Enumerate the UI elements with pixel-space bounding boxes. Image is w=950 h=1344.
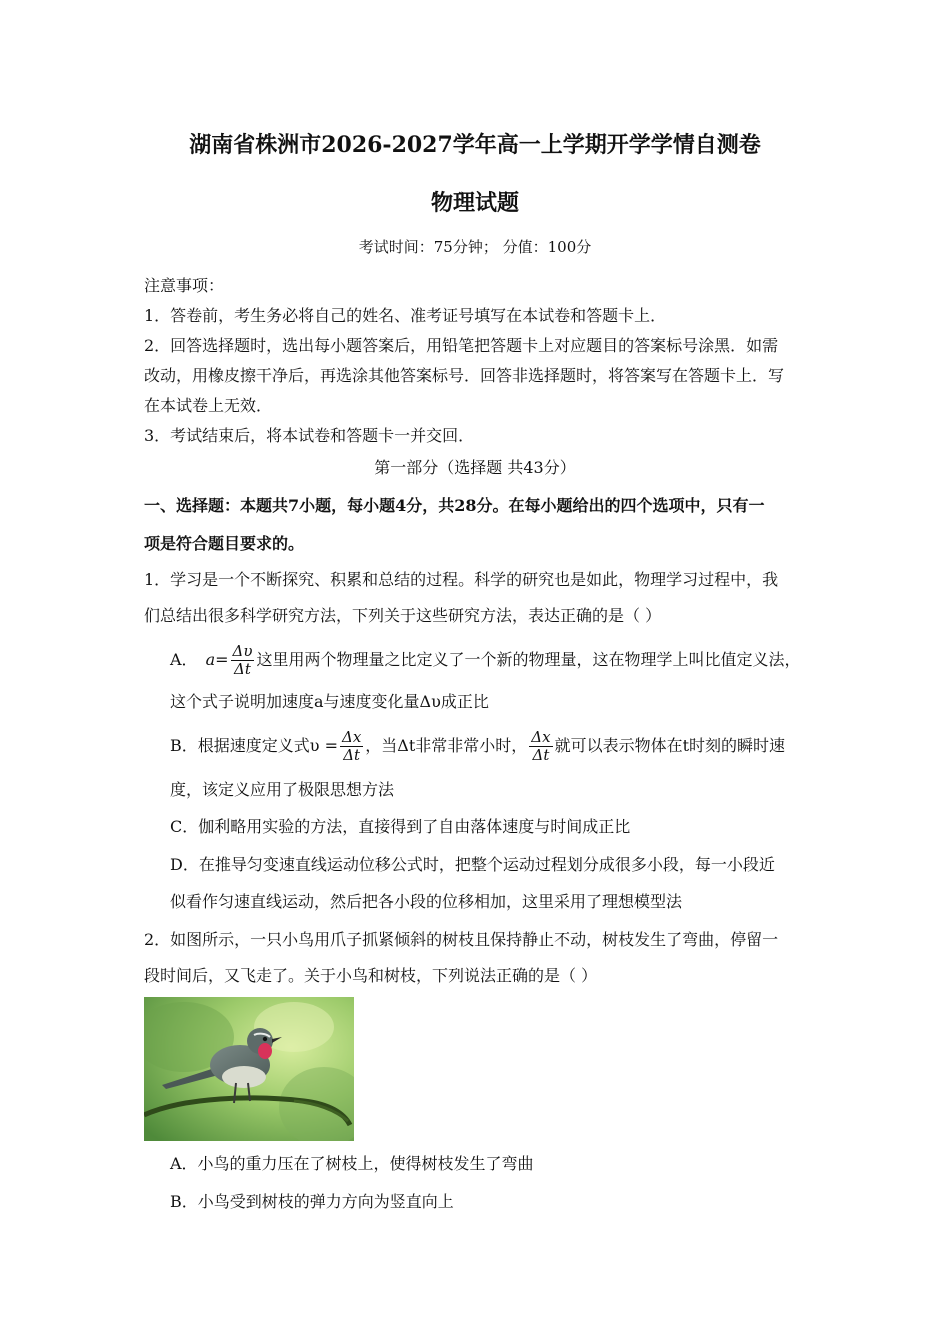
q1-option-d-line-2: 似看作匀速直线运动，然后把各小段的位移相加，这里采用了理想模型法	[170, 892, 683, 911]
bird-on-branch-photo	[144, 997, 354, 1141]
q1-option-a-numerator: Δυ	[232, 641, 253, 660]
notice-item-1: 1．答卷前，考生务必将自己的姓名、准考证号填写在本试卷和答题卡上．	[144, 306, 667, 325]
exam-info: 考试时间：75分钟； 分值：100分	[358, 238, 592, 256]
notice-item-2-line-3: 在本试卷上无效．	[144, 396, 273, 415]
q1-stem-line-1: 1．学习是一个不断探究、积累和总结的过程。科学的研究也是如此，物理学习过程中，我	[144, 570, 779, 589]
q1-option-b-denominator-1: Δt	[343, 745, 361, 764]
q1-option-a-line-2: 这个式子说明加速度a与速度变化量Δυ成正比	[170, 692, 489, 711]
q1-option-a-denominator: Δt	[234, 659, 251, 678]
q1-option-a	[170, 640, 800, 680]
q1-option-b-mid: ，当Δt非常非常小时，	[365, 736, 528, 755]
q1-option-a-label: A．	[170, 650, 198, 669]
q2-stem-line-2: 段时间后，又飞走了。关于小鸟和树枝，下列说法正确的是（ ）	[144, 966, 598, 985]
section-intro-line-1: 一、选择题：本题共7小题，每小题4分，共28分。在每小题给出的四个选项中，只有一	[144, 496, 765, 515]
q1-stem-line-2: 们总结出很多科学研究方法，下列关于这些研究方法，表达正确的是（ ）	[144, 606, 662, 625]
q1-option-d-line-1: D．在推导匀变速直线运动位移公式时，把整个运动过程划分成很多小段，每一小段近	[170, 855, 775, 874]
q1-option-a-fraction	[231, 643, 255, 678]
q1-option-b-numerator-2: Δx	[531, 727, 551, 746]
q1-option-a-eq: =	[215, 650, 229, 669]
q1-option-b-suffix: 就可以表示物体在t时刻的瞬时速	[554, 736, 786, 755]
subject-title: 物理试题	[430, 190, 519, 216]
notice-heading: 注意事项：	[144, 276, 225, 295]
q1-option-a-var: a	[205, 650, 216, 669]
section-intro-line-2: 项是符合题目要求的。	[144, 534, 305, 553]
q1-option-b-denominator-2: Δt	[532, 745, 550, 764]
q1-option-b-fraction-1	[340, 729, 363, 764]
q1-option-b-prefix: B．根据速度定义式υ =	[170, 736, 338, 755]
q1-option-b-fraction-2	[529, 729, 552, 764]
notice-item-2-line-2: 改动，用橡皮擦干净后，再选涂其他答案标号．回答非选择题时，将答案写在答题卡上．写	[144, 366, 785, 385]
q2-option-b: B．小鸟受到树枝的弹力方向为竖直向上	[170, 1192, 454, 1211]
q2-option-a: A．小鸟的重力压在了树枝上，使得树枝发生了弯曲	[170, 1154, 534, 1173]
q1-option-c: C．伽利略用实验的方法，直接得到了自由落体速度与时间成正比	[170, 817, 631, 836]
q2-stem-line-1: 2．如图所示，一只小鸟用爪子抓紧倾斜的树枝且保持静止不动，树枝发生了弯曲，停留一	[144, 930, 779, 949]
notice-item-3: 3．考试结束后，将本试卷和答题卡一并交回．	[144, 426, 475, 445]
q1-option-a-text: 这里用两个物理量之比定义了一个新的物理量，这在物理学上叫比值定义法，	[256, 650, 801, 669]
notice-item-2-line-1: 2．回答选择题时，选出每小题答案后，用铅笔把答题卡上对应题目的答案标号涂黑．如需	[144, 336, 779, 355]
q1-option-b-numerator-1: Δx	[341, 727, 362, 746]
exam-title: 湖南省株洲市2026-2027学年高一上学期开学学情自测卷	[189, 132, 761, 158]
q1-option-b	[170, 726, 785, 766]
q1-option-b-line-2: 度，该定义应用了极限思想方法	[170, 780, 395, 799]
part-heading: 第一部分（选择题 共43分）	[374, 458, 576, 477]
